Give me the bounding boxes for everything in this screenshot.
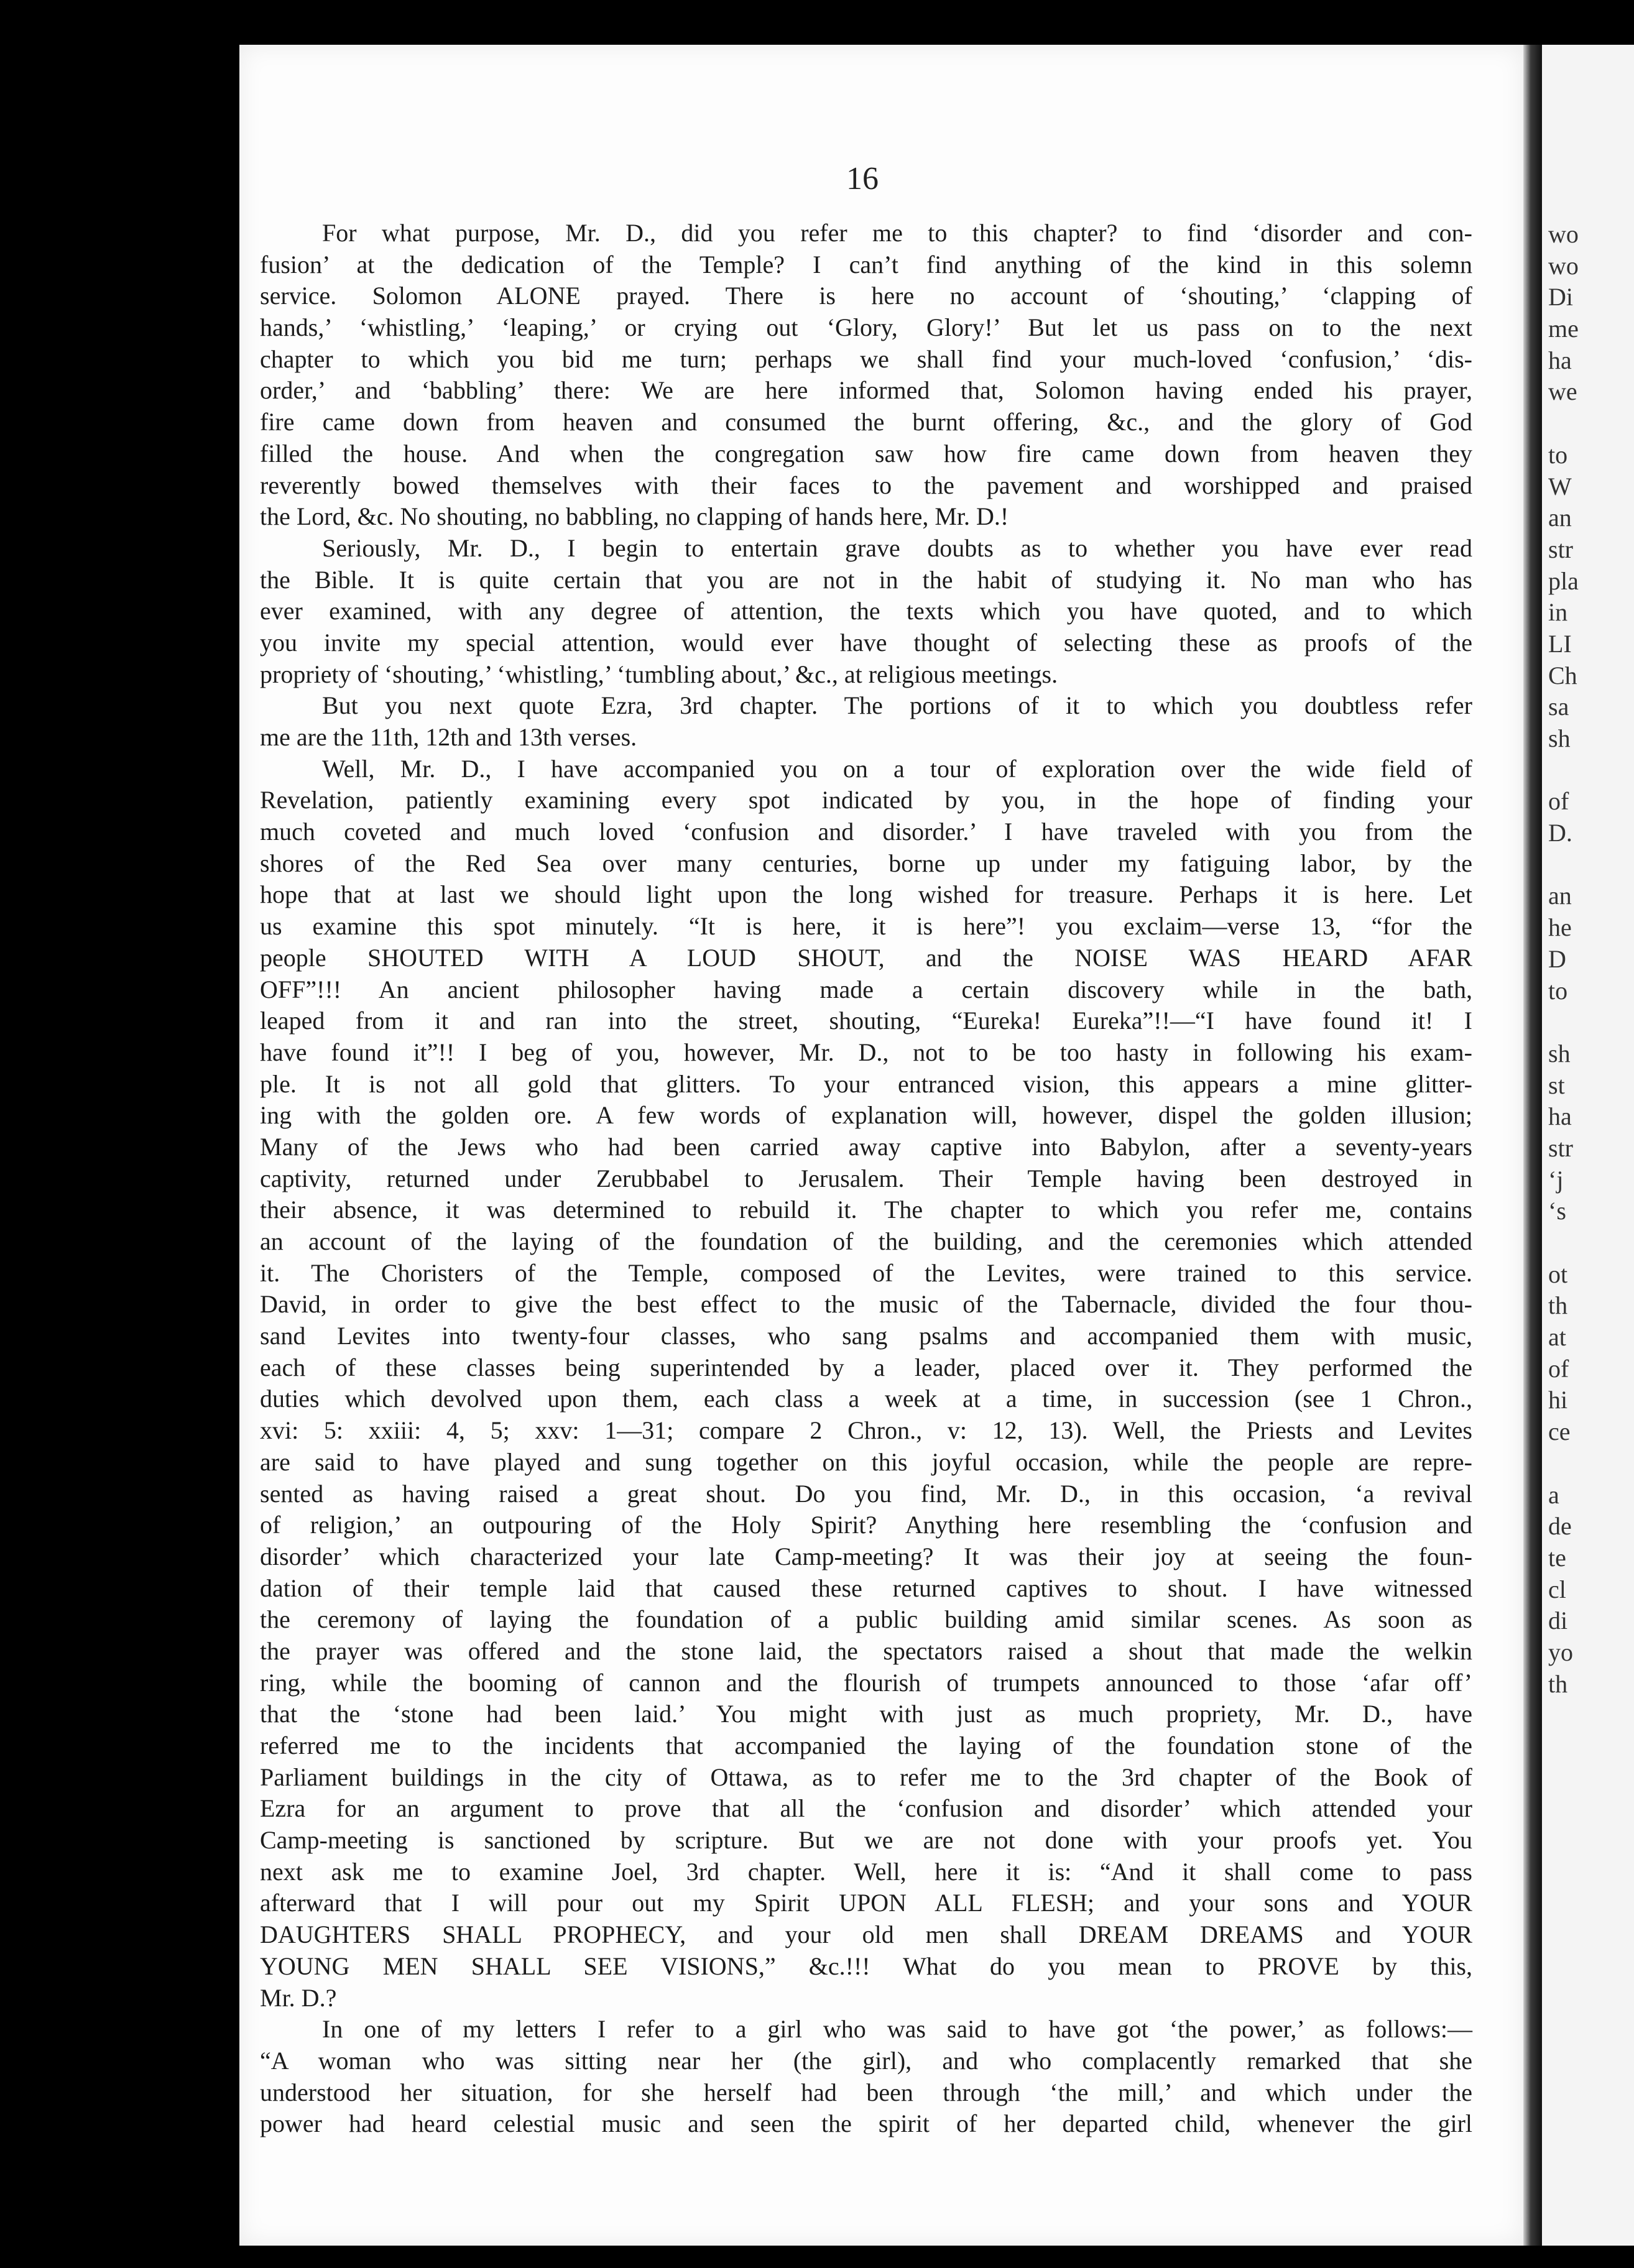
text-line: power had heard celestial music and seen the spirit of her departed child, whenever the girl [260, 2109, 1472, 2138]
facing-page-fragment [1548, 1794, 1634, 1826]
facing-page-fragment: an [1548, 882, 1572, 910]
text-line: Seriously, Mr. D., I begin to entertain grave doubts as to whether you have ever read [322, 533, 1472, 562]
text-line: that the ‘stone had been laid.’ You might with just as much propriety, Mr. D., have [260, 1700, 1472, 1728]
facing-page-fragment [1548, 1227, 1634, 1259]
text-line: me are the 11th, 12th and 13th verses. [260, 723, 637, 751]
text-line: filled the house. And when the congregation saw how fire came down from heaven they [260, 439, 1472, 468]
text-line: have found it”!! I beg of you, however, Mr. D., not to be too hasty in following his exam- [260, 1038, 1472, 1066]
text-line: reverently bowed themselves with their faces to the pavement and worshipped and praised [260, 471, 1472, 499]
facing-page-fragment [1548, 1920, 1634, 1952]
facing-page-fragment: sh [1548, 724, 1571, 752]
text-line: us examine this spot minutely. “It is here, it is here”! you exclaim—verse 13, “for the [260, 912, 1472, 941]
text-line: But you next quote Ezra, 3rd chapter. The portions of it to which you doubtless refer [322, 691, 1472, 720]
facing-page-fragment: ‘s [1548, 1197, 1566, 1225]
text-line: service. Solomon ALONE prayed. There is here no account of ‘shouting,’ ‘clapping of [260, 282, 1472, 310]
facing-page-fragment: wo [1548, 251, 1579, 280]
text-line: ever examined, with any degree of attention, the texts which you have quoted, and to which [260, 597, 1472, 625]
text-line: Mr. D.? [260, 1983, 337, 2012]
facing-page-fragment [1548, 1448, 1634, 1480]
text-line: YOUNG MEN SHALL SEE VISIONS,” &c.!!! What do you mean to PROVE by this, [260, 1952, 1472, 1980]
facing-page-fragment [1548, 1952, 1634, 1984]
facing-page-fragment: in [1548, 598, 1568, 627]
text-line: their absence, it was determined to rebuild it. The chapter to which you refer me, contains [260, 1196, 1472, 1224]
facing-page-fragment: of [1548, 787, 1569, 816]
text-line: propriety of ‘shouting,’ ‘whistling,’ ‘tumbling about,’ &c., at religious meetings. [260, 660, 1058, 688]
text-line: sand Levites into twenty-four classes, who sang psalms and accompanied them with music, [260, 1322, 1472, 1350]
facing-page-fragment: me [1548, 315, 1579, 343]
text-line: leaped from it and ran into the street, shouting, “Eureka! Eureka”!!—“I have found it! I [260, 1007, 1472, 1035]
facing-page-fragment: cl [1548, 1575, 1566, 1603]
text-line: hope that at last we should light upon the long wished for treasure. Perhaps it is here. Let [260, 880, 1472, 909]
facing-page-fragment [1548, 2109, 1634, 2141]
text-line: afterward that I will pour out my Spirit UPON ALL FLESH; and your sons and YOUR [260, 1889, 1472, 1917]
text-line: dation of their temple laid that caused these returned captives to shout. I have witnessed [260, 1574, 1472, 1602]
facing-page-fragment: D. [1548, 819, 1572, 847]
body-text [260, 218, 1472, 2140]
facing-page-fragment: th [1548, 1669, 1568, 1698]
text-line: each of these classes being superintended by a leader, placed over it. They performed the [260, 1353, 1472, 1381]
facing-page-fragment: Ch [1548, 661, 1577, 689]
facing-page-fragment [1548, 2015, 1634, 2047]
facing-page-fragment: sh [1548, 1039, 1571, 1067]
text-line: In one of my letters I refer to a girl who was said to have got ‘the power,’ as follows:— [322, 2015, 1472, 2044]
text-line: hands,’ ‘whistling,’ ‘leaping,’ or crying out ‘Glory, Glory!’ But let us pass on to the next [260, 313, 1472, 342]
facing-page-fragment: an [1548, 504, 1572, 532]
text-line: fusion’ at the dedication of the Temple? I can’t find anything of the kind in this solemn [260, 250, 1472, 279]
facing-page-fragment: a [1548, 1480, 1559, 1509]
text-line: OFF”!!! An ancient philosopher having made a certain discovery while in the bath, [260, 975, 1472, 1003]
text-line: the prayer was offered and the stone laid, the spectators raised a shout that made the welkin [260, 1636, 1472, 1665]
facing-page-fragment: th [1548, 1291, 1568, 1320]
facing-page-fragment [1548, 1763, 1634, 1795]
text-line: “A woman who was sitting near her (the girl), and who complacently remarked that she [260, 2046, 1472, 2075]
facing-page-fragment: sa [1548, 693, 1569, 721]
page-number: 16 [846, 161, 879, 196]
facing-page-fragment: pla [1548, 566, 1579, 595]
facing-page-fragment [1548, 1007, 1634, 1038]
text-line: next ask me to examine Joel, 3rd chapter. Well, here it is: “And it shall come to pass [260, 1857, 1472, 1886]
facing-page-fragment: di [1548, 1606, 1568, 1635]
text-line: are said to have played and sung together on this joyful occasion, while the people are repre- [260, 1447, 1472, 1476]
facing-page-fragment: ‘j [1548, 1165, 1564, 1194]
text-line: David, in order to give the best effect to the music of the Tabernacle, divided the four thou- [260, 1290, 1472, 1319]
facing-page-fragment: at [1548, 1323, 1566, 1352]
facing-page-fragment [1548, 1858, 1634, 1889]
facing-page-fragment [1548, 1889, 1634, 1920]
text-line: Revelation, patiently examining every spot indicated by you, in the hope of finding your [260, 786, 1472, 814]
text-line: the Bible. It is quite certain that you are not in the habit of studying it. No man who has [260, 565, 1472, 594]
text-line: much coveted and much loved ‘confusion and disorder.’ I have traveled with you from the [260, 818, 1472, 846]
facing-page-fragment: he [1548, 913, 1572, 942]
facing-page-fragment: str [1548, 1133, 1573, 1162]
text-line: disorder’ which characterized your late Camp-meeting? It was their joy at seeing the foun- [260, 1542, 1472, 1570]
text-line: Well, Mr. D., I have accompanied you on a tour of exploration over the wide field of [322, 754, 1472, 783]
facing-page-fragment: to [1548, 440, 1568, 469]
text-line: ring, while the booming of cannon and the flourish of trumpets announced to those ‘afar off’ [260, 1668, 1472, 1697]
facing-page-fragment [1548, 2047, 1634, 2078]
facing-page-fragment: st [1548, 1071, 1565, 1099]
facing-page [1542, 45, 1634, 2246]
text-line: the ceremony of laying the foundation of a public building amid similar scenes. As soon as [260, 1605, 1472, 1634]
facing-page-fragment: str [1548, 535, 1573, 563]
facing-page-fragment [1548, 2078, 1634, 2110]
facing-page-fragment: W [1548, 472, 1572, 500]
text-line: shores of the Red Sea over many centuries, borne up under my fatiguing labor, by the [260, 849, 1472, 877]
text-line: Parliament buildings in the city of Ottawa, as to refer me to the 3rd chapter of the Book of [260, 1763, 1472, 1791]
facing-page-fragment: yo [1548, 1638, 1573, 1666]
text-line: chapter to which you bid me turn; perhaps we shall find your much-loved ‘confusion,’ ‘dis- [260, 344, 1472, 373]
facing-page-fragment: te [1548, 1543, 1566, 1572]
facing-page-fragment: de [1548, 1512, 1572, 1541]
text-line: sented as having raised a great shout. Do you find, Mr. D., in this occasion, ‘a revival [260, 1479, 1472, 1508]
text-line: referred me to the incidents that accompanied the laying of the foundation stone of the [260, 1731, 1472, 1759]
text-line: fire came down from heaven and consumed the burnt offering, &c., and the glory of God [260, 408, 1472, 436]
facing-page-fragment: D [1548, 944, 1566, 973]
facing-page-fragment: ce [1548, 1418, 1571, 1446]
facing-page-fragment: hi [1548, 1386, 1568, 1414]
text-line: people SHOUTED WITH A LOUD SHOUT, and the NOISE WAS HEARD AFAR [260, 943, 1472, 972]
text-line: of religion,’ an outpouring of the Holy Spirit? Anything here resembling the ‘confusion and [260, 1511, 1472, 1539]
facing-page-fragment: ot [1548, 1260, 1568, 1288]
facing-page-fragment [1548, 1826, 1634, 1858]
text-line: it. The Choristers of the Temple, composed of the Levites, were trained to this service. [260, 1258, 1472, 1287]
facing-page-fragment: wo [1548, 220, 1579, 248]
text-line: ple. It is not all gold that glitters. To your entranced vision, this appears a mine glitter- [260, 1069, 1472, 1098]
facing-page-fragment: to [1548, 976, 1568, 1005]
facing-page-fragment [1548, 1731, 1634, 1763]
facing-page-fragment: Di [1548, 283, 1573, 311]
text-line: you invite my special attention, would ever have thought of selecting these as proofs of the [260, 628, 1472, 657]
facing-page-text [1548, 219, 1634, 2141]
text-line: order,’ and ‘babbling’ there: We are here informed that, Solomon having ended his prayer, [260, 376, 1472, 405]
text-line: xvi: 5: xxiii: 4, 5; xxv: 1—31; compare 2 Chron., v: 12, 13). Well, the Priests and Levites [260, 1416, 1472, 1445]
facing-page-fragment: ha [1548, 346, 1572, 374]
facing-page-fragment: LI [1548, 629, 1572, 658]
text-line: Ezra for an argument to prove that all the ‘confusion and disorder’ which attended your [260, 1794, 1472, 1823]
facing-page-fragment [1548, 849, 1634, 881]
text-line: captivity, returned under Zerubbabel to Jerusalem. Their Temple having been destroyed in [260, 1164, 1472, 1192]
text-line: an account of the laying of the foundation of the building, and the ceremonies which attended [260, 1227, 1472, 1255]
facing-page-fragment: we [1548, 377, 1577, 406]
text-line: understood her situation, for she herself had been through ‘the mill,’ and which under the [260, 2078, 1472, 2106]
facing-page-fragment [1548, 755, 1634, 786]
text-line: duties which devolved upon them, each class a week at a time, in succession (see 1 Chron., [260, 1385, 1472, 1413]
text-line: the Lord, &c. No shouting, no babbling, no clapping of hands here, Mr. D.! [260, 502, 1009, 531]
facing-page-fragment: of [1548, 1354, 1569, 1383]
facing-page-fragment: ha [1548, 1102, 1572, 1131]
text-line: Camp-meeting is sanctioned by scripture. But we are not done with your proofs yet. You [260, 1826, 1472, 1855]
facing-page-fragment [1548, 1700, 1634, 1731]
text-line: Many of the Jews who had been carried away captive into Babylon, after a seventy-years [260, 1132, 1472, 1161]
text-line: For what purpose, Mr. D., did you refer me to this chapter? to find ‘disorder and con- [322, 219, 1472, 247]
text-line: DAUGHTERS SHALL PROPHECY, and your old men shall DREAM DREAMS and YOUR [260, 1920, 1472, 1949]
facing-page-fragment [1548, 1984, 1634, 2016]
book-gutter [1523, 45, 1542, 2246]
text-line: ing with the golden ore. A few words of explanation will, however, dispel the golden illusion; [260, 1101, 1472, 1130]
facing-page-fragment [1548, 408, 1634, 440]
